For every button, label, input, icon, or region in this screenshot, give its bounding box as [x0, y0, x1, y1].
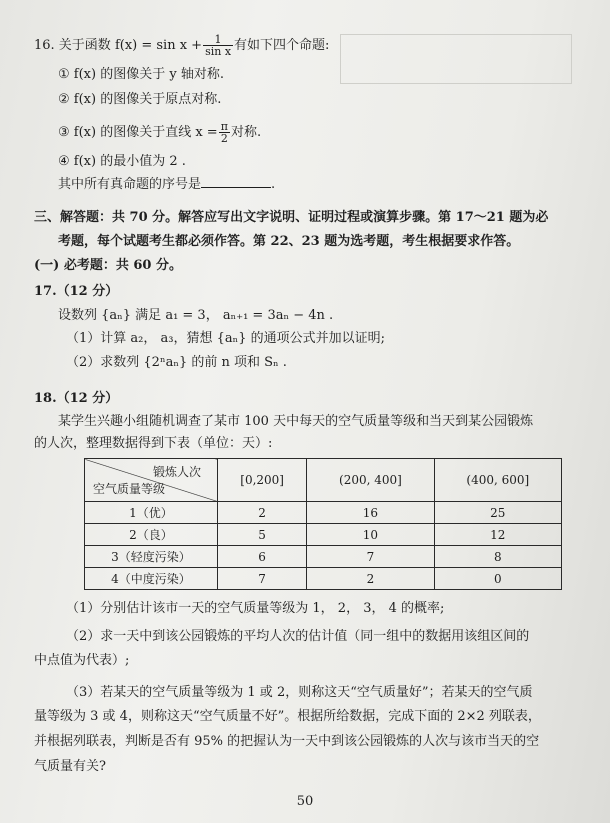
- q16-proposition-1: ① f(x) 的图像关于 y 轴对称.: [58, 67, 224, 82]
- q18-heading: 18.（12 分）: [34, 391, 119, 406]
- q18-intro-line1: 某学生兴趣小组随机调查了某市 100 天中每天的空气质量等级和当天到某公园锻炼: [58, 414, 534, 429]
- q18-part-3-line3: 并根据列联表，判断是否有 95% 的把握认为一天中到该公园锻炼的人次与该市当天的空: [34, 734, 540, 749]
- table-row: 3（轻度污染） 6 7 8: [85, 546, 562, 568]
- q18-part-2-line2: 中点值为代表）;: [34, 653, 130, 668]
- column-header: (200, 400]: [307, 459, 434, 502]
- q18-part-3-line4: 气质量有关?: [34, 759, 106, 774]
- fraction: $\frac{1}{\text{sin x}}$: [205, 33, 232, 58]
- q18-part-3-line1: （3）若某天的空气质量等级为 1 或 2，则称这天“空气质量好”；若某天的空气质: [66, 685, 533, 700]
- section3-subheading: (一) 必考题：共 60 分。: [34, 258, 182, 273]
- q18-part-2-line1: （2）求一天中到该公园锻炼的平均人次的估计值（同一组中的数据用该组区间的: [66, 629, 530, 644]
- bleed-through-table: [340, 34, 572, 84]
- air-quality-table: [84, 458, 562, 590]
- q17-heading: 17.（12 分）: [34, 284, 119, 299]
- column-header: [0,200]: [218, 459, 307, 502]
- table-row: 1（优） 2 16 25: [85, 502, 562, 524]
- q18-part-1: （1）分别估计该市一天的空气质量等级为 1， 2， 3， 4 的概率;: [66, 601, 445, 616]
- q17-stem: 设数列 {aₙ} 满足 a₁ = 3， aₙ₊₁ = 3aₙ − 4n .: [58, 308, 334, 323]
- table-row: 4（中度污染） 7 2 0: [85, 568, 562, 590]
- table-diagonal-header: 锻炼人次 空气质量等级: [85, 459, 218, 502]
- page-number: 50: [296, 794, 314, 809]
- q17-part-1: （1）计算 a₂， a₃，猜想 {aₙ} 的通项公式并加以证明;: [66, 331, 386, 346]
- fraction: $\frac{\pi}{2}$: [220, 120, 228, 145]
- q16-answer-prompt: 其中所有真命题的序号是 .: [58, 177, 276, 192]
- q18-intro-line2: 的人次，整理数据得到下表（单位：天）:: [34, 436, 273, 451]
- column-header: (400, 600]: [434, 459, 561, 502]
- q16-proposition-2: ② f(x) 的图像关于原点对称.: [58, 92, 222, 107]
- section3-instructions: 考题，每个试题考生都必须作答。第 22、23 题为选考题，考生根据要求作答。: [58, 234, 520, 249]
- section3-heading: 三、解答题：共 70 分。解答应写出文字说明、证明过程或演算步骤。第 17～21 题为必: [34, 210, 549, 225]
- q16-proposition-3: ③ f(x) 的图像关于直线 x = $\frac{\pi}{2}$ 对称.: [58, 120, 262, 145]
- table-row: 2（良） 5 10 12: [85, 524, 562, 546]
- q18-part-3-line2: 量等级为 3 或 4，则称这天“空气质量不好”。根据所给数据，完成下面的 2×2 列联表，: [34, 709, 541, 724]
- q17-part-2: （2）求数列 {2ⁿaₙ} 的前 n 项和 Sₙ .: [66, 355, 287, 370]
- q16-stem: 16. 关于函数 f(x) = sin x + $\frac{1}{\text{sin x}}$ 有如下四个命题:: [34, 33, 330, 58]
- q16-proposition-4: ④ f(x) 的最小值为 2 .: [58, 154, 186, 169]
- answer-blank: [201, 175, 271, 188]
